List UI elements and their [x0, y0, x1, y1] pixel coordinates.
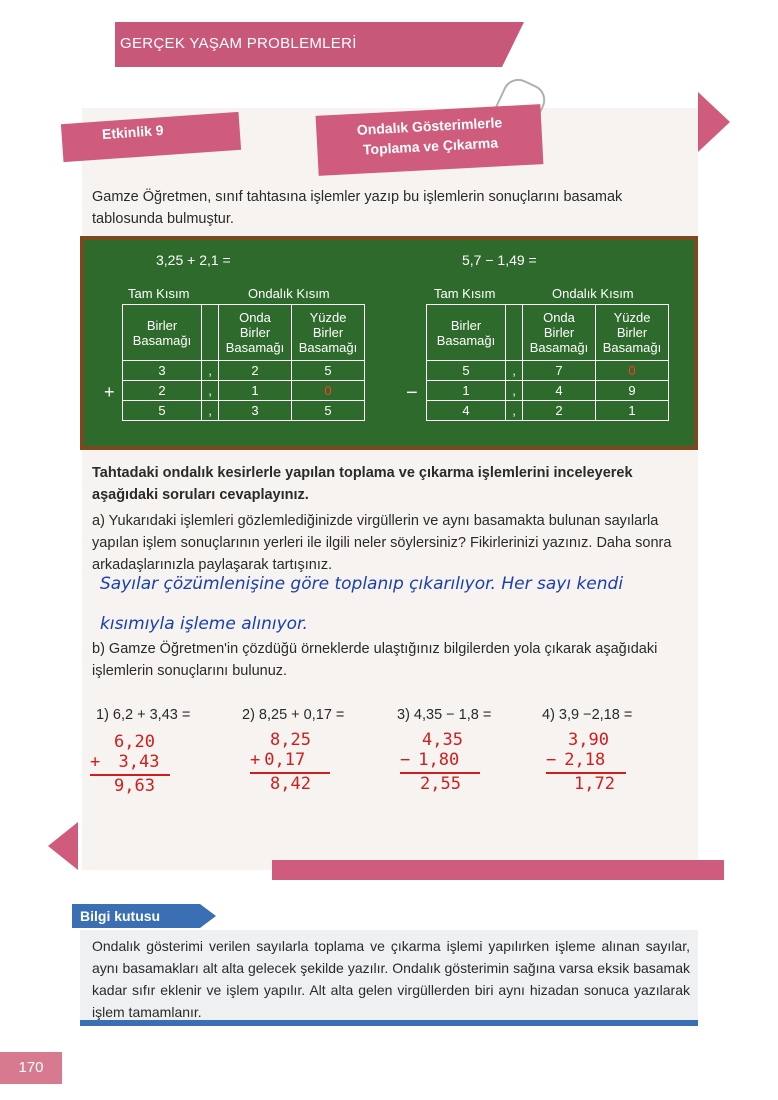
left-decimal-header: Ondalık Kısım — [248, 286, 330, 301]
page-header-title: GERÇEK YAŞAM PROBLEMLERİ — [120, 35, 357, 52]
intro-text: Gamze Öğretmen, sınıf tahtasına işlemler yazıp bu işlemlerin sonuçlarını basamak tablosunda bulmuştur. — [92, 189, 623, 227]
col-tenths-header: Onda Birler Basamağı — [219, 305, 292, 361]
table-row: 5 , 3 5 — [123, 401, 365, 421]
activity-topic-line1: Ondalık Gösterimlerle — [356, 114, 503, 138]
problem-4-label: 4) 3,9 −2,18 = — [542, 707, 633, 723]
problem-2-work: 8,25 + 0,17 8,42 — [250, 730, 330, 794]
col-hundredths-header: Yüzde Birler Basamağı — [292, 305, 365, 361]
left-whole-header: Tam Kısım — [128, 286, 190, 301]
chalkboard — [80, 236, 698, 450]
left-expression: 3,25 + 2,1 = — [156, 252, 231, 268]
page-number: 170 — [0, 1052, 62, 1084]
answer-a-line1: Sayılar çözümlenişine göre toplanıp çıkarılıyor. Her sayı kendi — [100, 574, 624, 594]
left-place-value-table — [122, 304, 365, 421]
info-box-label: Bilgi kutusu — [72, 904, 200, 928]
activity-label: Etkinlik 9 — [101, 121, 164, 143]
comma-column — [202, 305, 219, 361]
right-whole-header: Tam Kısım — [434, 286, 496, 301]
problem-3-label: 3) 4,35 − 1,8 = — [397, 707, 492, 723]
problem-3-work: 4,35 − 1,80 2,55 — [400, 730, 480, 794]
left-operator: + — [104, 382, 115, 402]
col-hundredths-header: Yüzde Birler Basamağı — [596, 305, 669, 361]
table-row: 3 , 2 5 — [123, 361, 365, 381]
table-row: 2 , 1 0 — [123, 381, 365, 401]
right-operator: − — [406, 382, 418, 404]
col-tenths-header: Onda Birler Basamağı — [523, 305, 596, 361]
col-ones-header: Birler Basamağı — [123, 305, 202, 361]
right-decimal-header: Ondalık Kısım — [552, 286, 634, 301]
instruction-text: Tahtadaki ondalık kesirlerle yapılan toplama ve çıkarma işlemlerini inceleyerek aşağıdaki soruları cevaplayınız. — [92, 465, 633, 503]
bottom-band — [272, 860, 724, 880]
answer-a-line2: kısımıyla işleme alınıyor. — [100, 614, 308, 634]
activity-topic-line2: Toplama ve Çıkarma — [362, 134, 499, 158]
problem-4-work: 3,90 − 2,18 1,72 — [546, 730, 626, 794]
table-row: 5 , 7 0 — [427, 361, 669, 381]
question-b: b) Gamze Öğretmen'in çözdüğü örneklerde ulaştığınız bilgilerden yola çıkarak aşağıdaki işlemlerin sonuçlarını bulunuz. — [92, 641, 658, 679]
info-box-text: Ondalık gösterimi verilen sayılarla toplama ve çıkarma işlemi yapılırken işleme alınan sayılar, aynı basamakları alt alta gelecek şekilde yazılır. Ondalık gösterimin sağına varsa eksik basamak kadar sıfır eklenir ve işlem yapılır. Alt alta gelen virgüllerden biri aynı hizadan sonuca yazılarak işlem tamamlanır. — [92, 938, 690, 1020]
problem-1-label: 1) 6,2 + 3,43 = — [96, 707, 191, 723]
table-row: 1 , 4 9 — [427, 381, 669, 401]
left-flag-decoration — [48, 822, 78, 870]
problem-2-label: 2) 8,25 + 0,17 = — [242, 707, 345, 723]
table-row: 4 , 2 1 — [427, 401, 669, 421]
comma-column — [506, 305, 523, 361]
right-flag-decoration — [698, 92, 730, 152]
right-place-value-table — [426, 304, 669, 421]
problem-1-work: 6,20 + 3,43 9,63 — [90, 732, 170, 796]
question-a: a) Yukarıdaki işlemleri gözlemlediğinizde virgüllerin ve aynı basamakta bulunan sayılarla yapılan işlem sonuçlarının yerleri ile ilgili neler söylersiniz? Fikirlerinizi yazınız. Daha sonra arkadaşlarınızla paylaşarak tartışınız. — [92, 513, 672, 573]
col-ones-header: Birler Basamağı — [427, 305, 506, 361]
right-expression: 5,7 − 1,49 = — [462, 252, 537, 268]
